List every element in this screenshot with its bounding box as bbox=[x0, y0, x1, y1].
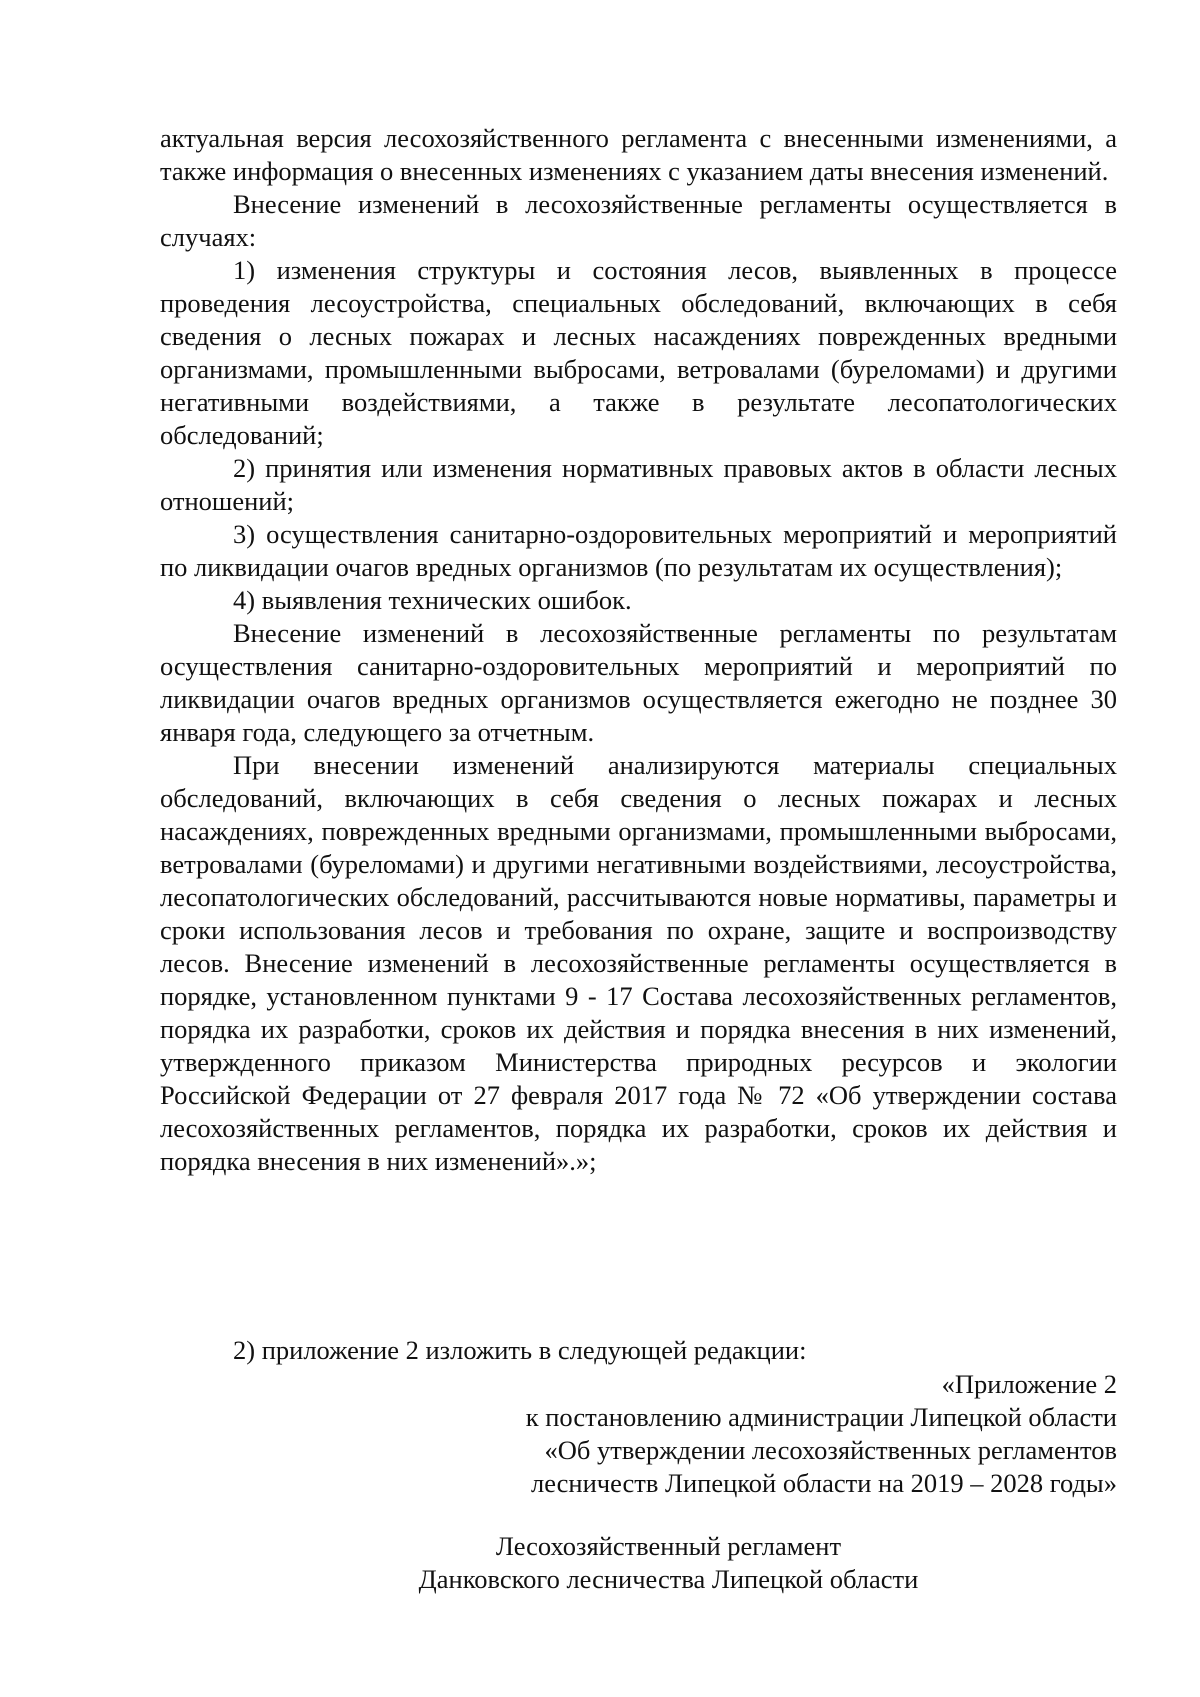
paragraph-annual-changes: Внесение изменений в лесохозяйственные регламенты по результатам осуществления санитарно-оздоровительных мероприятий и мероприятий по ликвидации очагов вредных организмов осуществляется ежегодно не позднее 30 января года, следующего за отчетным. bbox=[160, 618, 1117, 747]
paragraph-continuation: актуальная версия лесохозяйственного регламента с внесенными изменениями, а также информация о внесенных изменениях с указанием даты внесения изменений. bbox=[160, 123, 1117, 186]
title-line: Лесохозяйственный регламент bbox=[495, 1531, 842, 1561]
paragraph-cases-intro: Внесение изменений в лесохозяйственные регламенты осуществляется в случаях: bbox=[160, 189, 1117, 252]
appendix-line: к постановлению администрации Липецкой области bbox=[525, 1402, 1117, 1432]
appendix-header bbox=[160, 1368, 1117, 1500]
appendix-line: лесничеств Липецкой области на 2019 – 2028 годы» bbox=[530, 1468, 1117, 1498]
body-text bbox=[160, 122, 1117, 1178]
regulation-title bbox=[160, 1530, 1177, 1596]
list-item-1: 1) изменения структуры и состояния лесов, выявленных в процессе проведения лесоустройства, специальных обследований, включающих в себя сведения о лесных пожарах и лесных насаждениях поврежденных вредными организмами, промышленными выбросами, ветровалами (буреломами) и другими негативными воздействиями, а также в результате лесопатологических обследований; bbox=[160, 255, 1117, 450]
list-item-4: 4) выявления технических ошибок. bbox=[233, 585, 632, 615]
appendix-line: «Об утверждении лесохозяйственных регламентов bbox=[544, 1435, 1117, 1465]
paragraph-analysis: При внесении изменений анализируются материалы специальных обследований, включающих в себя сведения о лесных пожарах и лесных насаждениях, поврежденных вредными организмами, промышленными выбросами, ветровалами (буреломами) и другими негативными воздействиями, лесоустройства, лесопатологических обследований, рассчитываются новые нормативы, параметры и сроки использования лесов и требования по охране, защите и воспроизводству лесов. Внесение изменений в лесохозяйственные регламенты осуществляется в порядке, установленном пунктами 9 - 17 Состава лесохозяйственных регламентов, порядка их разработки, сроков их действия и порядка внесения в них изменений, утвержденного приказом Министерства природных ресурсов и экологии Российской Федерации от 27 февраля 2017 года № 72 «Об утверждении состава лесохозяйственных регламентов, порядка их разработки, сроков их действия и порядка внесения в них изменений».»; bbox=[160, 750, 1117, 1176]
appendix-line: «Приложение 2 bbox=[941, 1369, 1117, 1399]
list-item-3: 3) осуществления санитарно-оздоровительных мероприятий и мероприятий по ликвидации очагов вредных организмов (по результатам их осуществления); bbox=[160, 519, 1117, 582]
list-item-2: 2) принятия или изменения нормативных правовых актов в области лесных отношений; bbox=[160, 453, 1117, 516]
amendment-item-2: 2) приложение 2 изложить в следующей редакции: bbox=[233, 1335, 807, 1365]
title-line: Данковского лесничества Липецкой области bbox=[418, 1564, 919, 1594]
